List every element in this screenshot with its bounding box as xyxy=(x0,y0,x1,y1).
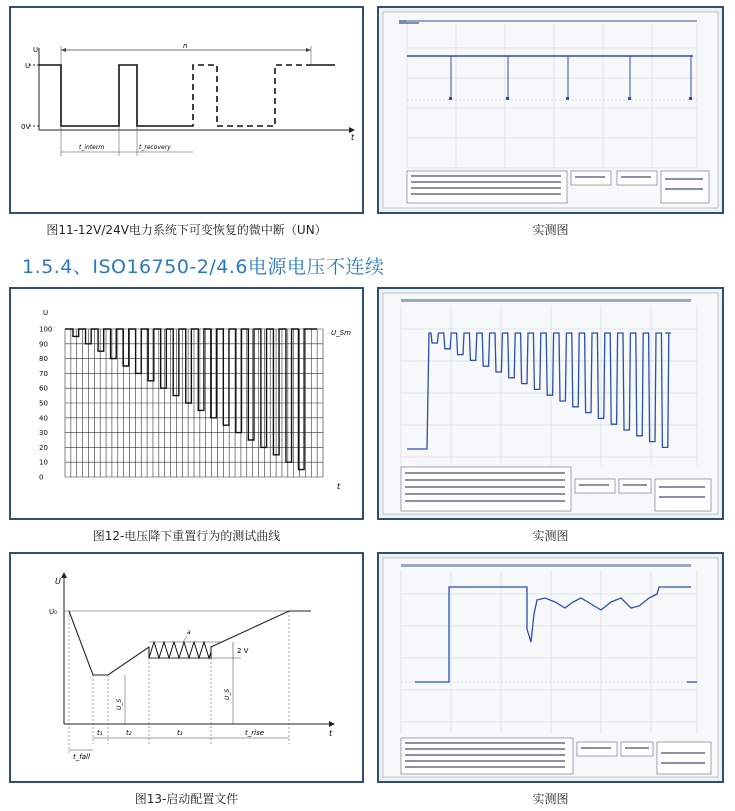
fig12-tick-label: 60 xyxy=(39,384,48,393)
fig12-panel xyxy=(9,287,364,520)
fig13-t1-label: t₁ xyxy=(97,729,103,737)
scope2-panel xyxy=(377,287,724,520)
section-heading: 1.5.4、ISO16750-2/4.6电源电压不连续 xyxy=(22,256,385,278)
fig13-u-label: U xyxy=(55,577,61,586)
fig11-n-label: n xyxy=(183,42,188,50)
scope3-caption: 实测图 xyxy=(532,792,569,806)
fig12-tick-label: 20 xyxy=(39,443,48,452)
fig12-tick-label: 100 xyxy=(39,325,53,334)
fig12-tick-label: 10 xyxy=(39,458,48,467)
fig12-tick-label: 70 xyxy=(39,369,48,378)
fig11-y-label: U xyxy=(33,46,39,54)
fig13-a-label: a xyxy=(187,629,191,636)
scope3-screen xyxy=(379,554,722,781)
fig13-caption: 图13-启动配置文件 xyxy=(134,792,239,806)
fig12-caption: 图12-电压降下重置行为的测试曲线 xyxy=(92,529,281,543)
scope3-panel xyxy=(377,552,724,783)
fig12-tick-label: 80 xyxy=(39,355,48,364)
fig12-diagram xyxy=(11,289,362,518)
fig11-caption: 图11-12V/24V电力系统下可变恢复的微中断（UN） xyxy=(46,223,327,237)
fig11-zero-label: 0V xyxy=(21,123,31,131)
fig13-t2-label: t₂ xyxy=(126,729,132,737)
fig12-tick-label: 90 xyxy=(39,340,48,349)
scope1-panel xyxy=(377,6,724,214)
scope1-caption: 实测图 xyxy=(532,223,569,237)
fig12-t-label: t xyxy=(337,482,341,491)
scope1-screen xyxy=(379,8,722,212)
fig11-panel xyxy=(9,6,364,214)
fig11-diagram xyxy=(11,8,362,212)
fig11-t1-label: t_interm xyxy=(79,144,105,151)
scope2-screen xyxy=(379,289,722,518)
fig13-t3-label: t₃ xyxy=(177,729,183,737)
fig13-tfall-label: t_fall xyxy=(73,753,90,761)
fig13-2v-label: 2 V xyxy=(237,647,249,655)
fig12-y-label: U xyxy=(43,309,49,317)
fig13-diagram xyxy=(11,554,362,781)
fig11-un-label: U xyxy=(25,62,31,70)
fig13-us-label: U_S xyxy=(116,698,123,710)
fig12-tick-label: 0 xyxy=(39,473,44,482)
fig12-right-label: U_Sm xyxy=(331,329,351,337)
scope2-caption: 实测图 xyxy=(532,529,569,543)
fig12-tick-label: 40 xyxy=(39,414,48,423)
fig13-us2-label: U_S xyxy=(224,688,231,700)
fig12-tick-label: 30 xyxy=(39,429,48,438)
fig13-u0-label: U₀ xyxy=(49,608,57,616)
fig13-t-label: t xyxy=(329,729,333,738)
fig13-trise-label: t_rise xyxy=(245,729,265,737)
fig11-t2-label: t_recovery xyxy=(139,144,171,151)
fig13-panel xyxy=(9,552,364,783)
fig12-tick-label: 50 xyxy=(39,399,48,408)
fig11-t-label: t xyxy=(351,133,355,142)
